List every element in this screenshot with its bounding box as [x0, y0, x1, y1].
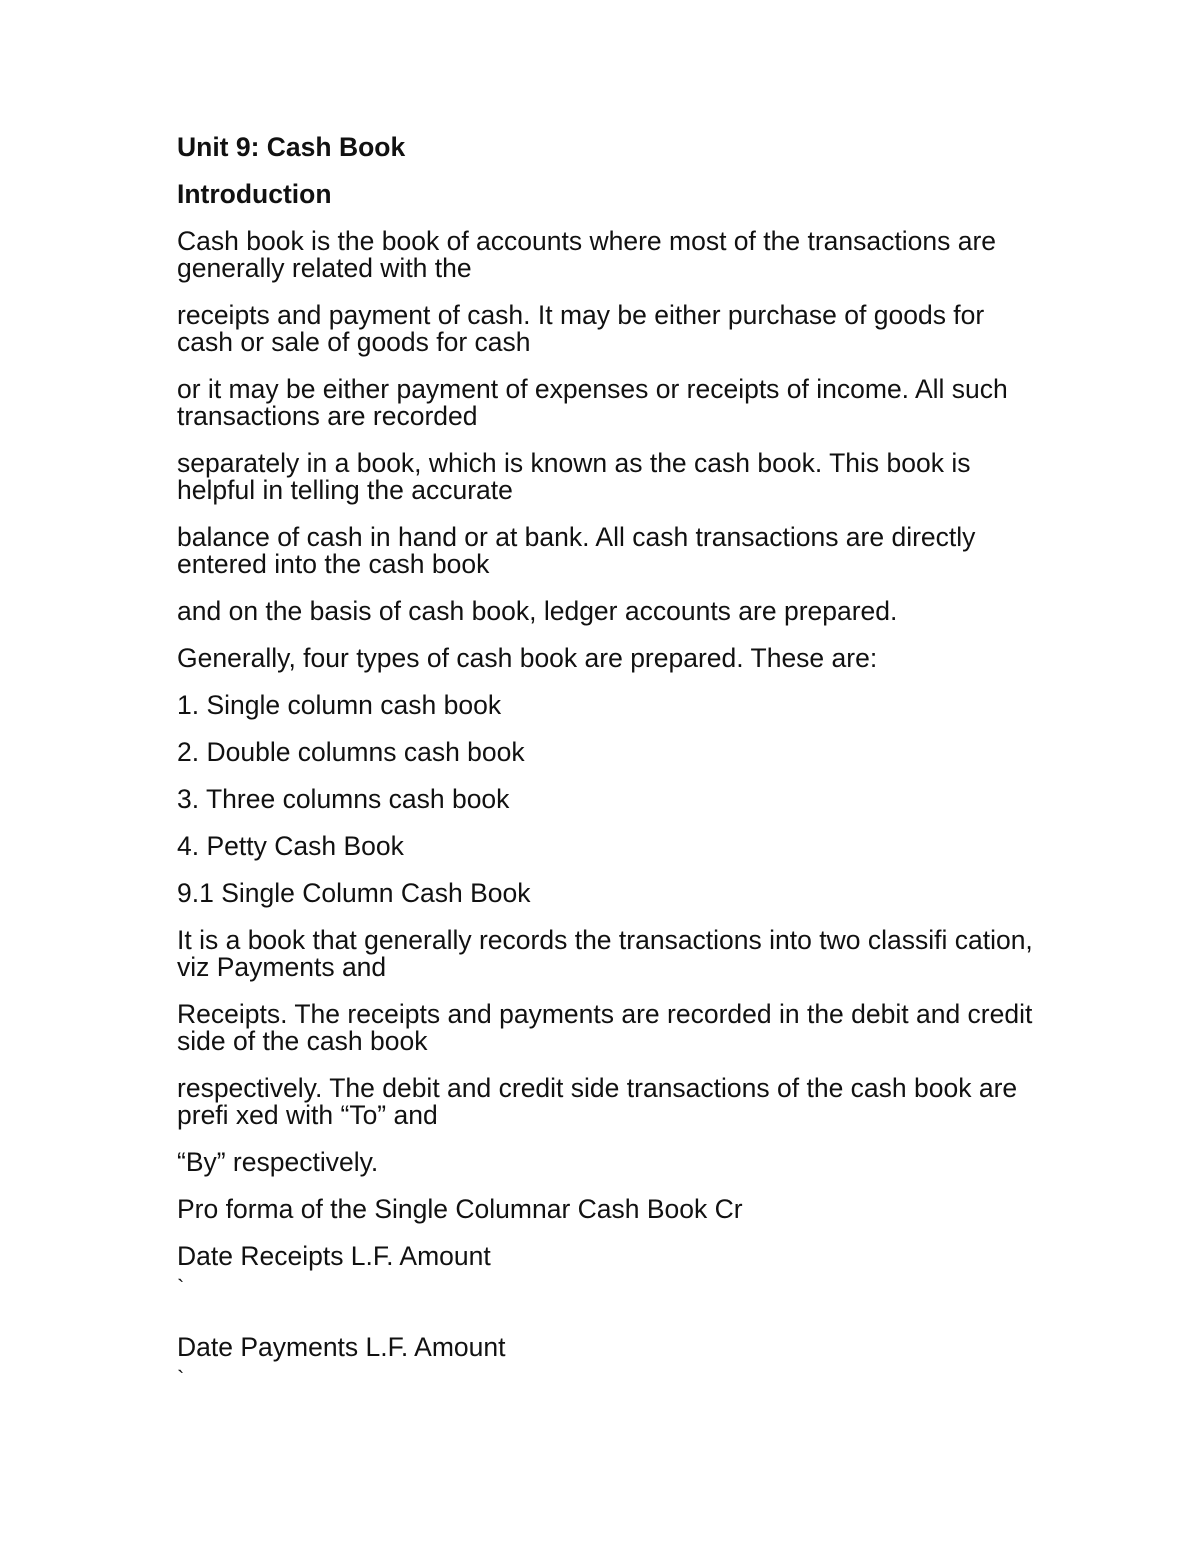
table-header-receipts: Date Receipts L.F. Amount	[177, 1241, 491, 1271]
list-item: 1. Single column cash book	[177, 690, 502, 720]
list-item: 4. Petty Cash Book	[177, 831, 404, 861]
paragraph: “By” respectively.	[177, 1147, 379, 1177]
section-heading-introduction: Introduction	[177, 179, 332, 209]
document-body	[177, 134, 1037, 1389]
paragraph: or it may be either payment of expenses or receipts of income. All such transactions are recorded	[177, 374, 1008, 431]
paragraph: separately in a book, which is known as the cash book. This book is helpful in telling the accurate	[177, 448, 971, 505]
table-header-payments: Date Payments L.F. Amount	[177, 1332, 506, 1362]
list-item: 3. Three columns cash book	[177, 784, 510, 814]
rupee-symbol: `	[177, 1275, 185, 1300]
paragraph: It is a book that generally records the transactions into two classifi cation, viz Payments and	[177, 925, 1033, 982]
paragraph: Cash book is the book of accounts where most of the transactions are generally related with the	[177, 226, 997, 283]
paragraph: Generally, four types of cash book are prepared. These are:	[177, 643, 878, 673]
section-heading: 9.1 Single Column Cash Book	[177, 878, 531, 908]
rupee-symbol: `	[177, 1366, 185, 1391]
page-title: Unit 9: Cash Book	[177, 132, 406, 162]
paragraph: Receipts. The receipts and payments are recorded in the debit and credit side of the cash book	[177, 999, 1033, 1056]
paragraph: balance of cash in hand or at bank. All cash transactions are directly entered into the cash book	[177, 522, 976, 579]
paragraph: and on the basis of cash book, ledger accounts are prepared.	[177, 596, 898, 626]
paragraph: Pro forma of the Single Columnar Cash Book Cr	[177, 1194, 743, 1224]
list-item: 2. Double columns cash book	[177, 737, 525, 767]
paragraph: respectively. The debit and credit side transactions of the cash book are prefi xed with “To” and	[177, 1073, 1018, 1130]
paragraph: receipts and payment of cash. It may be either purchase of goods for cash or sale of goods for cash	[177, 300, 985, 357]
